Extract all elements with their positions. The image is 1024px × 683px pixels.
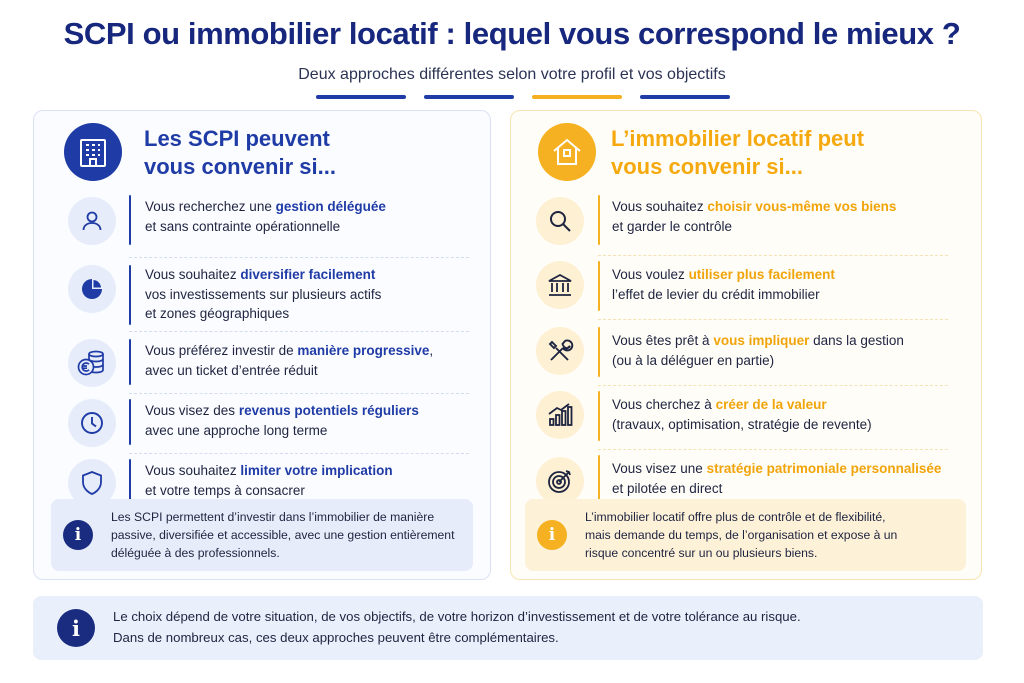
list-item: Vous souhaitez choisir vous-même vos biens et garder le contrôle bbox=[511, 191, 981, 251]
user-icon bbox=[68, 197, 116, 245]
divider bbox=[598, 255, 948, 256]
divider bbox=[598, 385, 948, 386]
info-icon: i bbox=[57, 609, 95, 647]
scpi-info-note: i Les SCPI permettent d’investir dans l’immobilier de manière passive, diversifiée et accessible, avec une gestion entièrement déléguée à des professionnels. bbox=[51, 499, 473, 571]
rental-panel-title: L’immobilier locatif peut vous convenir si... bbox=[611, 126, 865, 179]
footer-info-box bbox=[33, 596, 983, 660]
growth-chart-icon bbox=[536, 391, 584, 439]
list-item: Vous recherchez une gestion déléguée et sans contrainte opérationnelle bbox=[34, 191, 490, 251]
divider bbox=[129, 393, 469, 394]
info-icon: i bbox=[63, 520, 93, 550]
magnifier-icon bbox=[536, 197, 584, 245]
list-item: Vous souhaitez limiter votre implication et votre temps à consacrer bbox=[34, 457, 490, 507]
list-item: Vous visez des revenus potentiels réguliers avec une approche long terme bbox=[34, 397, 490, 447]
list-item: Vous souhaitez diversifier facilement vos investissements sur plusieurs actifs et zones géographiques bbox=[34, 261, 490, 327]
tools-icon bbox=[536, 327, 584, 375]
footer-line-2: Dans de nombreux cas, ces deux approches peuvent être complémentaires. bbox=[113, 630, 559, 645]
clock-icon bbox=[68, 399, 116, 447]
divider bbox=[129, 453, 469, 454]
divider bbox=[598, 319, 948, 320]
rental-property-panel bbox=[510, 110, 982, 580]
list-item: Vous voulez utiliser plus facilement l’effet de levier du crédit immobilier bbox=[511, 257, 981, 313]
divider bbox=[129, 257, 469, 258]
info-icon: i bbox=[537, 520, 567, 550]
pie-chart-icon bbox=[68, 265, 116, 313]
list-item: Vous visez une stratégie patrimoniale personnalisée et pilotée en direct bbox=[511, 451, 981, 507]
rental-info-note: i L’immobilier locatif offre plus de contrôle et de flexibilité, mais demande du temps, de l’organisation et expose à un risque concentré sur un ou plusieurs biens. bbox=[525, 499, 966, 571]
footer-line-1: Le choix dépend de votre situation, de vos objectifs, de votre horizon d’investissement et de votre tolérance au risque. bbox=[113, 609, 801, 624]
list-item: Vous préférez investir de manière progressive, avec un ticket d’entrée réduit bbox=[34, 337, 490, 387]
euro-coins-icon bbox=[68, 339, 116, 387]
page-subtitle: Deux approches différentes selon votre profil et vos objectifs bbox=[298, 66, 726, 83]
scpi-panel bbox=[33, 110, 491, 580]
house-icon bbox=[538, 123, 596, 181]
decorative-underline bbox=[316, 95, 730, 99]
list-item: Vous cherchez à créer de la valeur (travaux, optimisation, stratégie de revente) bbox=[511, 387, 981, 443]
scpi-panel-title: Les SCPI peuvent vous convenir si... bbox=[144, 126, 336, 179]
list-item: Vous êtes prêt à vous impliquer dans la gestion (ou à la déléguer en partie) bbox=[511, 323, 981, 379]
target-icon bbox=[536, 457, 584, 505]
bank-icon bbox=[536, 261, 584, 309]
page-title: SCPI ou immobilier locatif : lequel vous correspond le mieux ? bbox=[63, 16, 961, 51]
divider bbox=[598, 449, 948, 450]
divider bbox=[129, 331, 469, 332]
building-icon bbox=[64, 123, 122, 181]
